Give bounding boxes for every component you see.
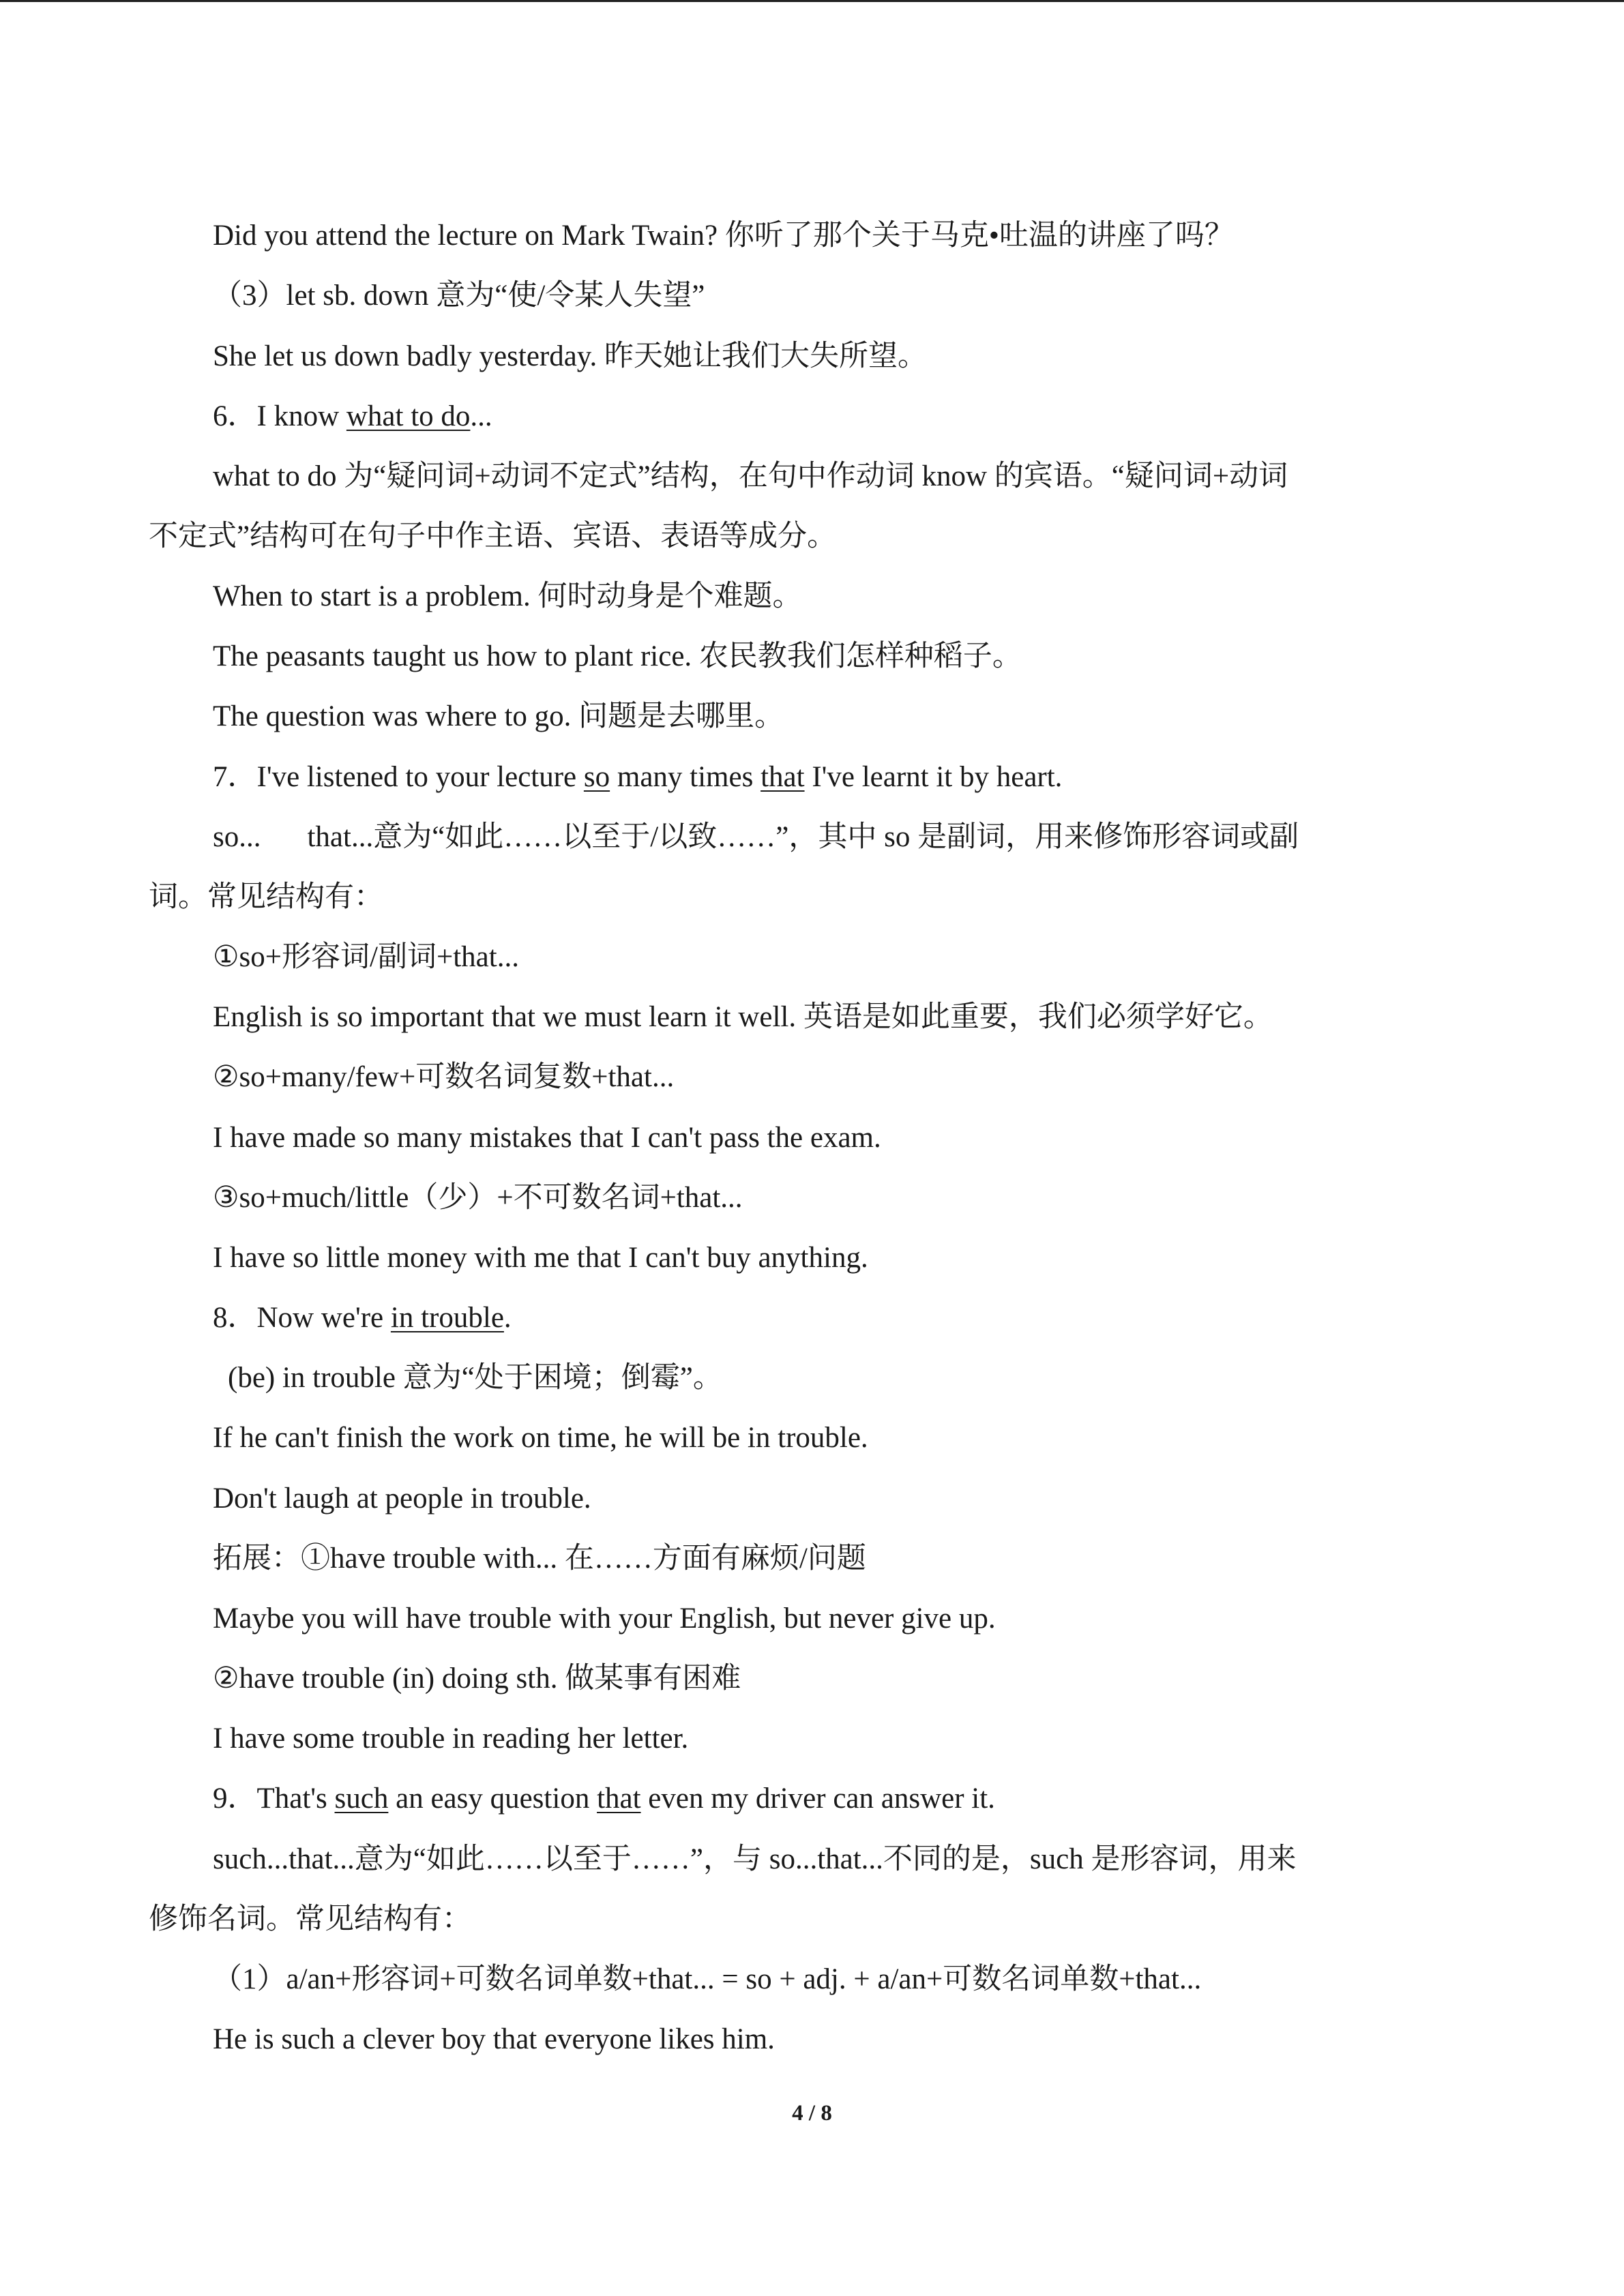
text: so... [213,821,261,853]
text: even my driver can answer it. [640,1783,995,1815]
text-line: 拓展：①have trouble with... 在……方面有麻烦/问题 [213,1542,866,1575]
text: 7．I've listened to your lecture [213,761,584,793]
text-line: ③so+much/little（少）+不可数名词+that... [213,1182,743,1214]
text-line: The peasants taught us how to plant rice. 农民教我们怎样种稻子。 [213,640,1022,672]
text: an easy question [388,1783,597,1815]
text-line: I have some trouble in reading her letter. [213,1723,689,1755]
text-line: Don't laugh at people in trouble. [213,1482,591,1515]
text: I've learnt it by heart. [804,761,1063,793]
underlined-word: that [597,1783,641,1815]
text-line [213,817,1495,858]
section-heading-9 [213,1778,1495,1819]
text: 8．Now we're [213,1302,391,1334]
section-heading-6 [213,396,1495,437]
text-line: 不定式”结构可在句子中作主语、宾语、表语等成分。 [149,520,837,552]
text-line: ②have trouble (in) doing sth. 做某事有困难 [213,1663,741,1695]
text-line: I have so little money with me that I can't buy anything. [213,1242,868,1274]
text: that...意为“如此……以至于/以致……”，其中 so 是副词，用来修饰形容词或副 [307,821,1299,853]
text-line: The question was where to go. 问题是去哪里。 [213,700,784,732]
text: . [503,1302,512,1334]
text-line: （3）let sb. down 意为“使/令某人失望” [213,280,705,312]
text-line: Maybe you will have trouble with your English, but never give up. [213,1602,996,1635]
section-heading-7 [213,757,1495,798]
text-line: He is such a clever boy that everyone likes him. [213,2023,775,2055]
text-line: She let us down badly yesterday. 昨天她让我们大失所望。 [213,340,928,372]
text: many times [610,761,761,793]
text-line: such...that...意为“如此……以至于……”，与 so...that...不同的是，such 是形容词，用来 [213,1843,1297,1875]
text-line: If he can't finish the work on time, he will be in trouble. [213,1422,868,1454]
section-heading-8 [213,1298,1495,1339]
text-line: （1）a/an+形容词+可数名词单数+that... = so + adj. + a/an+可数名词单数+that... [213,1963,1202,1995]
text-line: what to do 为“疑问词+动词不定式”结构，在句中作动词 know 的宾语。“疑问词+动词 [213,460,1288,492]
page-number: 4 / 8 [792,2101,832,2126]
text-line: ①so+形容词/副词+that... [213,941,519,973]
text-line: Did you attend the lecture on Mark Twain? 你听了那个关于马克•吐温的讲座了吗？ [213,220,1234,252]
text-line: (be) in trouble 意为“处于困境；倒霉”。 [228,1362,722,1394]
underlined-word: such [334,1783,389,1815]
text-line: I have made so many mistakes that I can't pass the exam. [213,1122,881,1154]
text-line: When to start is a problem. 何时动身是个难题。 [213,580,802,612]
text: 6．I know [213,400,346,432]
underlined-phrase: in trouble [390,1302,504,1334]
text: 9．That's [213,1783,335,1815]
underlined-phrase: what to do [346,400,471,432]
text-line: 词。常见结构有： [149,881,383,913]
text-line: 修饰名词。常见结构有： [149,1903,471,1935]
text: ... [470,400,492,432]
text-line: English is so important that we must learn it well. 英语是如此重要，我们必须学好它。 [213,1001,1273,1033]
underlined-word: that [761,761,805,793]
text-line: ②so+many/few+可数名词复数+that... [213,1061,675,1093]
underlined-word: so [583,761,610,793]
